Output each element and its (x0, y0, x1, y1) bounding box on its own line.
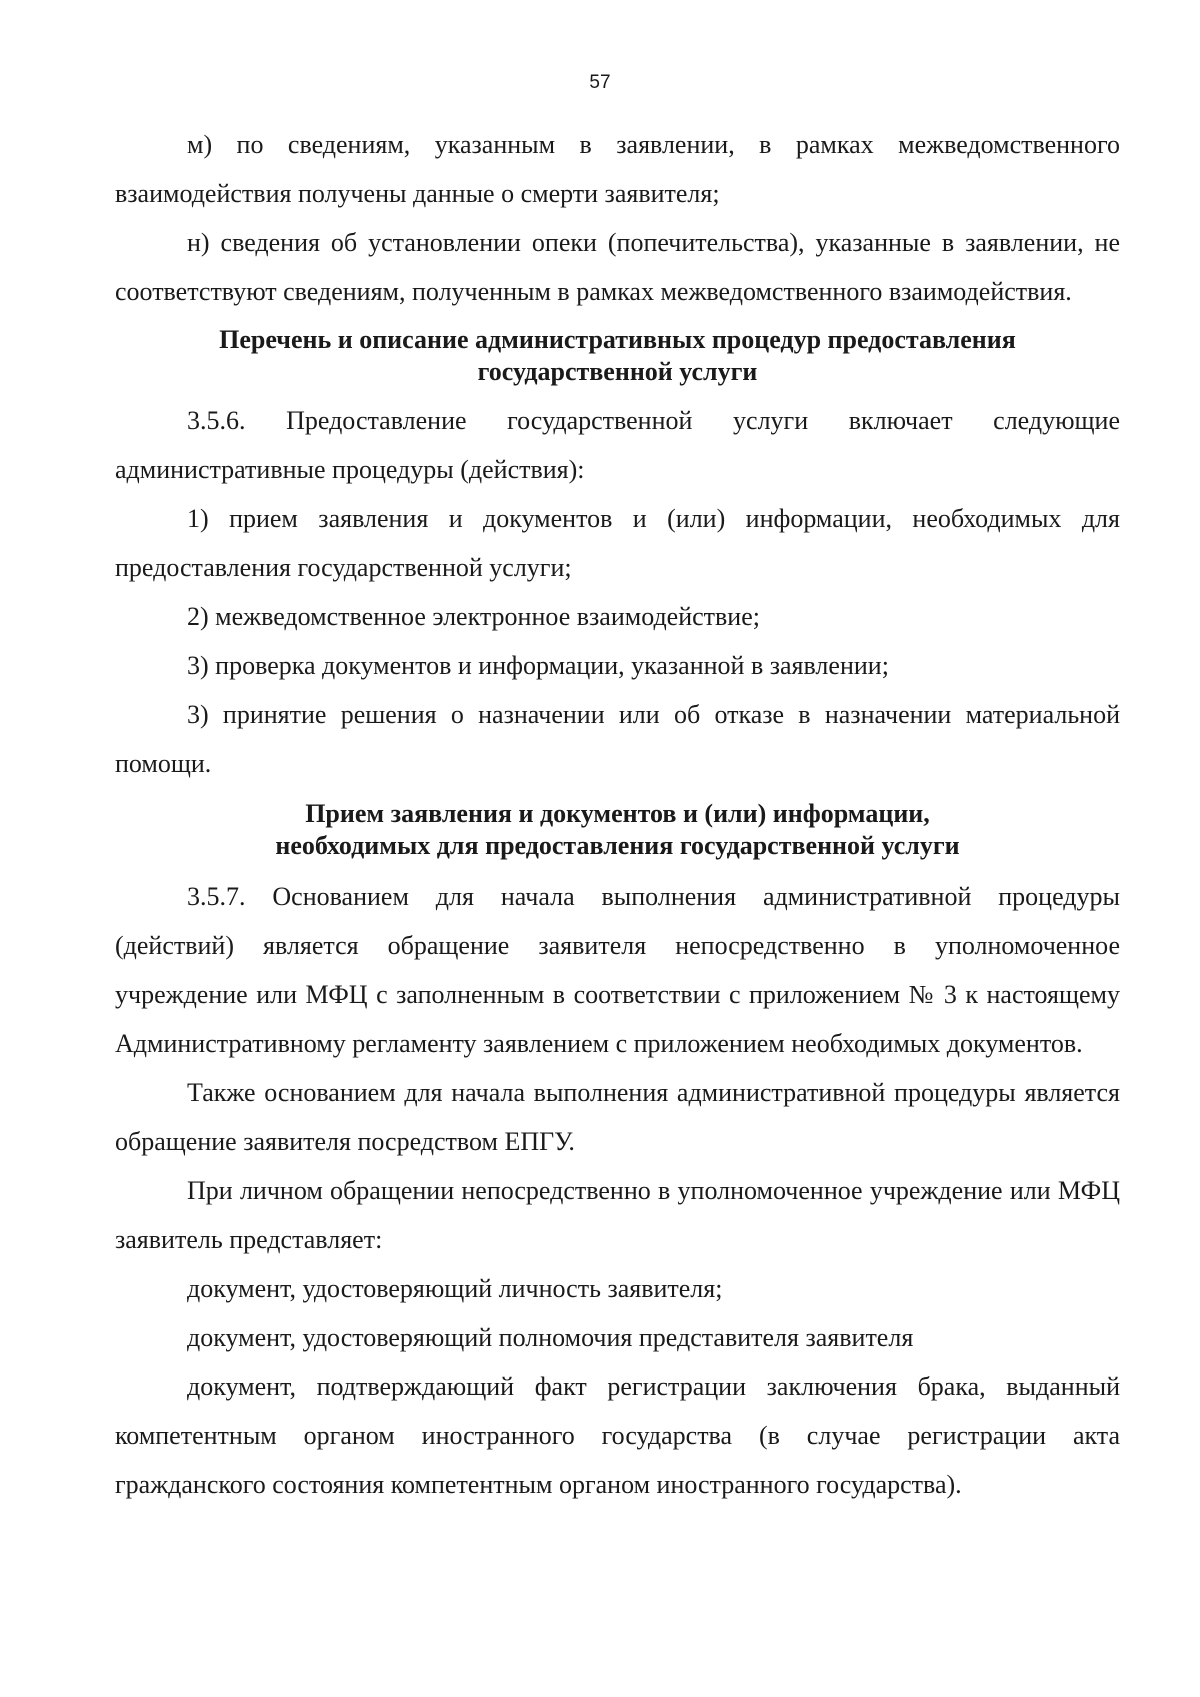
list-item-doc-authority: документ, удостоверяющий полномочия представителя заявителя (187, 1323, 914, 1352)
list-item-doc-identity: документ, удостоверяющий личность заявителя; (187, 1274, 723, 1303)
list-item-4: 3) принятие решения о назначении или об отказе в назначении материальной помощи. (115, 700, 1120, 778)
section-heading-procedures (115, 324, 1120, 388)
paragraph-personal-visit: При личном обращении непосредственно в уполномоченное учреждение или МФЦ заявитель представляет: (115, 1176, 1120, 1254)
list-item-3: 3) проверка документов и информации, указанной в заявлении; (187, 651, 889, 680)
paragraph-item-n: н) сведения об установлении опеки (попечительства), указанные в заявлении, не соответствуют сведениям, полученным в рамках межведомственного взаимодействия. (115, 228, 1120, 306)
paragraph-also-epgu: Также основанием для начала выполнения административной процедуры является обращение заявителя посредством ЕПГУ. (115, 1078, 1120, 1156)
page-number: 57 (589, 72, 611, 93)
section-heading-application-intake-line2: необходимых для предоставления государственной услуги (275, 831, 960, 860)
list-item-doc-marriage: документ, подтверждающий факт регистрации заключения брака, выданный компетентным органом иностранного государства (в случае регистрации акта гражданского состояния компетентным органом иностранного государства). (115, 1372, 1120, 1499)
paragraph-3-5-7: 3.5.7. Основанием для начала выполнения административной процедуры (действий) является обращение заявителя непосредственно в уполномоченное учреждение или МФЦ с заполненным в соответствии с приложением № 3 к настоящему Административному регламенту заявлением с приложением необходимых документов. (115, 882, 1120, 1058)
list-item-1: 1) прием заявления и документов и (или) информации, необходимых для предоставления государственной услуги; (115, 504, 1120, 582)
section-heading-application-intake (115, 798, 1120, 862)
section-heading-procedures-line1: Перечень и описание административных процедур предоставления (219, 325, 1016, 354)
document-body (115, 120, 1120, 1509)
list-item-2: 2) межведомственное электронное взаимодействие; (187, 602, 760, 631)
paragraph-item-m: м) по сведениям, указанным в заявлении, в рамках межведомственного взаимодействия получены данные о смерти заявителя; (115, 130, 1120, 208)
section-heading-procedures-line2: государственной услуги (477, 357, 758, 386)
section-heading-application-intake-line1: Прием заявления и документов и (или) информации, (305, 799, 930, 828)
paragraph-3-5-6: 3.5.6. Предоставление государственной услуги включает следующие административные процедуры (действия): (115, 406, 1120, 484)
